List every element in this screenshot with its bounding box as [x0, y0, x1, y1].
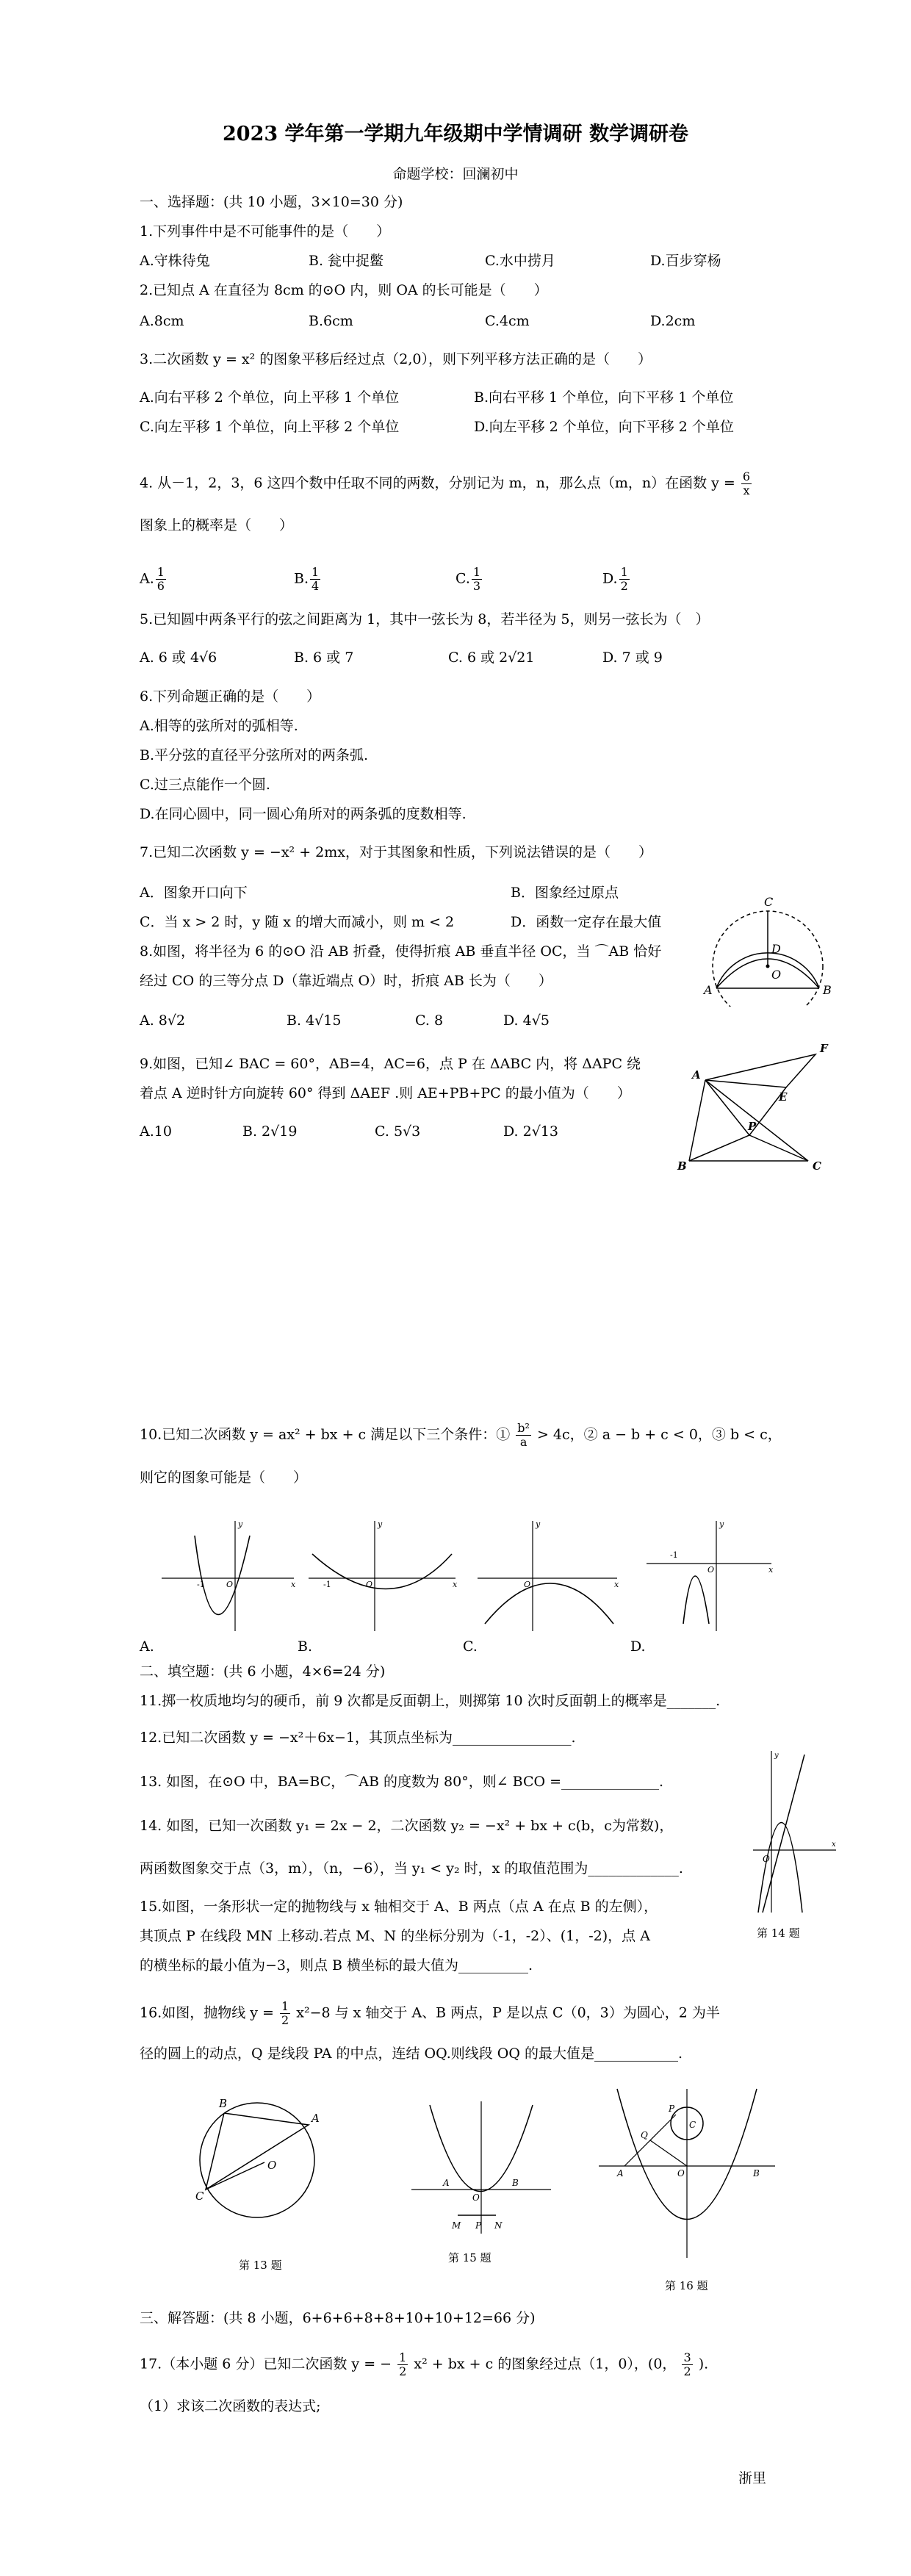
q4-fn-numerator: 6	[742, 469, 751, 483]
page-title: 2023 学年第一学期九年级期中学情调研 数学调研卷	[223, 123, 688, 145]
svg-text:Q: Q	[641, 2130, 648, 2140]
q9-label-e: E	[779, 1090, 788, 1104]
q13-label-c: C	[195, 2190, 204, 2203]
q5-option-d: D. 7 或 9	[602, 650, 663, 666]
q9-label-a: A	[692, 1068, 701, 1082]
svg-text:B: B	[753, 2168, 760, 2179]
school-line: 命题学校：回澜初中	[392, 166, 519, 182]
q10-stem: 10.已知二次函数 y = ax² + bx + c 满足以下三个条件：① $\frac{\text{b²}}{a}$ > 4c，② a − b + c < 0，③ b < c，	[140, 1421, 782, 1449]
q13: 13. 如图，在⊙O 中，BA=BC，⌒AB 的度数为 80°，则∠ BCO =______________.	[140, 1774, 664, 1790]
q2-option-c: C.4cm	[485, 313, 530, 329]
q4-stem-text: 4. 从－1，2，3，6 这四个数中任取不同的两数，分别记为 m，n，那么点（m，n）在函数 y =	[140, 475, 735, 492]
q6-option-a: A.相等的弦所对的弧相等.	[140, 718, 298, 734]
svg-text:-1: -1	[323, 1580, 331, 1589]
q1-option-c: C.水中捞月	[485, 253, 555, 269]
q7-option-a: A．图象开口向下	[140, 885, 248, 901]
svg-text:O: O	[226, 1580, 234, 1589]
q9-label-c: C	[813, 1159, 821, 1173]
q8-label-c: C	[764, 895, 774, 909]
svg-text:O: O	[524, 1580, 531, 1589]
q16: 16.如图，抛物线 y = $\frac{1}{2}$ x²−8 与 x 轴交于 A、B 两点，P 是以点 C（0，3）为圆心，2 为半	[140, 1999, 720, 2027]
q10-graph-b	[301, 1514, 463, 1635]
q4-stem2: 图象上的概率是（ ）	[140, 517, 294, 533]
q9-label-b: B	[677, 1159, 687, 1173]
svg-text:x: x	[614, 1580, 619, 1589]
q7-stem: 7.已知二次函数 y = −x² + 2mx，对于其图象和性质，下列说法错误的是（ ）	[140, 844, 652, 860]
svg-text:-1: -1	[670, 1550, 678, 1560]
svg-text:O: O	[707, 1565, 715, 1575]
section3-heading: 三、解答题：(共 8 小题，6+6+6+8+8+10+10+12=66 分)	[140, 2310, 536, 2326]
svg-text:x: x	[832, 1841, 836, 1849]
svg-text:-1: -1	[197, 1580, 205, 1589]
q16-figure	[595, 2085, 779, 2262]
q14-caption: 第 14 题	[757, 1926, 800, 1940]
q8-label-a: A	[704, 983, 713, 997]
q1-option-a: A.守株待兔	[140, 253, 210, 269]
q15b: 其顶点 P 在线段 MN 上移动.若点 M、N 的坐标分别为（-1，-2）、(1，-2)，点 A	[140, 1928, 650, 1944]
q9-stem2: 着点 A 逆时针方向旋转 60° 得到 ΔAEF .则 AE+PB+PC 的最小值为（ ）	[140, 1085, 631, 1101]
q13-label-a: A	[312, 2112, 320, 2125]
svg-text:x: x	[291, 1580, 296, 1589]
svg-text:x: x	[453, 1580, 458, 1589]
q12: 12.已知二次函数 y = −x²＋6x−1，其顶点坐标为_________________.	[140, 1730, 576, 1746]
q4-function-fraction	[741, 470, 752, 497]
q8-stem: 8.如图，将半径为 6 的⊙O 沿 AB 折叠，使得折痕 AB 垂直半径 OC，当 ⌒AB 恰好	[140, 943, 662, 960]
q8-figure	[691, 885, 845, 1007]
q15: 15.如图，一条形状一定的抛物线与 x 轴相交于 A、B 两点（点 A 在点 B 的左侧），	[140, 1899, 658, 1915]
q4-fn-denominator: x	[743, 483, 750, 497]
svg-text:y: y	[536, 1519, 541, 1529]
q2-option-d: D.2cm	[650, 313, 696, 329]
q2-option-b: B.6cm	[309, 313, 353, 329]
q10-option-b: B.	[298, 1638, 313, 1655]
svg-text:O: O	[267, 2159, 277, 2172]
svg-text:y: y	[774, 1752, 779, 1760]
q9-label-f: F	[820, 1042, 828, 1055]
q10-option-d: D.	[630, 1638, 646, 1655]
footer-mark: 浙里	[738, 2470, 767, 2486]
q15c: 的横坐标的最小值为−3，则点 B 横坐标的最大值为__________.	[140, 1957, 533, 1974]
q1-option-d: D.百步穿杨	[650, 253, 721, 269]
svg-text:N: N	[494, 2220, 503, 2231]
q6-option-c: C.过三点能作一个圆.	[140, 777, 270, 793]
svg-text:x: x	[768, 1565, 774, 1575]
q3-option-b: B.向右平移 1 个单位，向下平移 1 个单位	[474, 389, 734, 406]
q3-option-a: A.向右平移 2 个单位，向上平移 1 个单位	[140, 389, 400, 406]
q8-option-a: A. 8√2	[140, 1012, 186, 1029]
section2-heading: 二、填空题：(共 6 小题，4×6=24 分)	[140, 1663, 386, 1680]
svg-text:O: O	[763, 1854, 770, 1864]
q8-label-b: B	[823, 983, 832, 997]
q16-caption: 第 16 题	[665, 2279, 708, 2292]
q5-stem: 5.已知圆中两条平行的弦之间距离为 1，其中一弦长为 8，若半径为 5，则另一弦长为（ ）	[140, 611, 710, 627]
q7-option-d: D．函数一定存在最大值	[511, 914, 662, 930]
q9-option-d: D. 2√13	[503, 1123, 559, 1140]
q3-stem: 3.二次函数 y = x² 的图象平移后经过点（2,0），则下列平移方法正确的是（ ）	[140, 351, 652, 367]
q8-stem2: 经过 CO 的三等分点 D（靠近端点 O）时，折痕 AB 长为（ ）	[140, 973, 552, 989]
q4-stem	[140, 470, 753, 497]
q9-option-a: A.10	[140, 1123, 172, 1140]
q10-graph-d	[639, 1514, 779, 1635]
section1-heading: 一、选择题：(共 10 小题，3×10=30 分)	[140, 194, 403, 210]
q2-stem: 2.已知点 A 在直径为 8cm 的⊙O 内，则 OA 的长可能是（ ）	[140, 282, 548, 298]
q9-stem: 9.如图，已知∠ BAC = 60°，AB=4，AC=6，点 P 在 ΔABC 内，将 ΔAPC 绕	[140, 1056, 641, 1072]
q9-figure	[676, 1036, 845, 1176]
q8-option-d: D. 4√5	[503, 1012, 550, 1029]
q17: 17.（本小题 6 分）已知二次函数 y = − $\frac{1}{2}$ x² + bx + c 的图象经过点（1，0），(0， $\frac{3}{2}$ ).	[140, 2350, 709, 2378]
svg-text:A: A	[443, 2178, 450, 2188]
q9-option-c: C. 5√3	[375, 1123, 421, 1140]
svg-text:O: O	[677, 2168, 685, 2179]
svg-text:P: P	[669, 2104, 675, 2114]
q14-figure	[749, 1747, 838, 1916]
svg-text:O: O	[472, 2192, 480, 2203]
q10-stem2: 则它的图象可能是（ ）	[140, 1469, 308, 1486]
q9-option-b: B. 2√19	[242, 1123, 298, 1140]
q10-option-a: A.	[140, 1638, 154, 1655]
q14: 14. 如图，已知一次函数 y₁ = 2x − 2，二次函数 y₂ = −x² + bx + c(b，c为常数)，	[140, 1818, 674, 1834]
q17-part1: （1）求该二次函数的表达式;	[140, 2398, 321, 2414]
svg-text:y: y	[238, 1519, 243, 1529]
q3-option-d: D.向左平移 2 个单位，向下平移 2 个单位	[474, 419, 734, 435]
q15-figure	[408, 2098, 555, 2237]
q14b: 两函数图象交于点（3，m），（n，−6），当 y₁ < y₂ 时，x 的取值范围为_____________.	[140, 1860, 683, 1877]
svg-text:O: O	[366, 1580, 373, 1589]
q7-option-c: C．当 x > 2 时，y 随 x 的增大而减小，则 m < 2	[140, 914, 455, 930]
q8-option-c: C. 8	[415, 1012, 444, 1029]
q8-label-o: O	[771, 968, 782, 982]
q4-option-b: B. $\frac{1}{4}$	[294, 565, 320, 593]
q4-option-c: C. $\frac{1}{3}$	[455, 565, 481, 593]
q5-option-a: A. 6 或 4√6	[140, 650, 217, 666]
q13-label-b: B	[219, 2097, 228, 2110]
q5-option-b: B. 6 或 7	[294, 650, 354, 666]
q1-stem: 1.下列事件中是不可能事件的是（ ）	[140, 223, 391, 240]
q6-stem: 6.下列命题正确的是（ ）	[140, 688, 321, 705]
q4-option-d: D. $\frac{1}{2}$	[602, 565, 628, 593]
svg-text:y: y	[719, 1519, 724, 1529]
q2-option-a: A.8cm	[140, 313, 184, 329]
q1-option-b: B. 瓮中捉鳖	[309, 253, 384, 269]
q5-option-c: C. 6 或 2√21	[448, 650, 535, 666]
q3-option-c: C.向左平移 1 个单位，向上平移 2 个单位	[140, 419, 400, 435]
svg-text:C: C	[689, 2120, 696, 2130]
q4-option-a: A. $\frac{1}{6}$	[140, 565, 165, 593]
q7-option-b: B．图象经过原点	[511, 885, 619, 901]
q13-figure	[184, 2087, 331, 2234]
svg-text:P: P	[475, 2220, 482, 2231]
q16b: 径的圆上的动点，Q 是线段 PA 的中点，连结 OQ.则线段 OQ 的最大值是____________.	[140, 2046, 683, 2062]
q11: 11.掷一枚质地均匀的硬币，前 9 次都是反面朝上，则掷第 10 次时反面朝上的概率是_______.	[140, 1693, 721, 1709]
q6-option-b: B.平分弦的直径平分弦所对的两条弧.	[140, 747, 369, 763]
q13-caption: 第 13 题	[239, 2259, 282, 2272]
q9-label-p: P	[748, 1120, 757, 1133]
q10-graph-a	[154, 1514, 301, 1635]
q10-option-c: C.	[463, 1638, 478, 1655]
svg-text:y: y	[378, 1519, 383, 1529]
svg-text:A: A	[617, 2168, 624, 2179]
q15-caption: 第 15 题	[448, 2251, 491, 2264]
q10-graph-c	[470, 1514, 624, 1635]
q8-option-b: B. 4√15	[287, 1012, 342, 1029]
svg-text:B: B	[512, 2178, 519, 2188]
q6-option-d: D.在同心圆中，同一圆心角所对的两条弧的度数相等.	[140, 806, 467, 822]
q8-label-d: D	[771, 942, 781, 956]
svg-text:M: M	[452, 2220, 461, 2231]
